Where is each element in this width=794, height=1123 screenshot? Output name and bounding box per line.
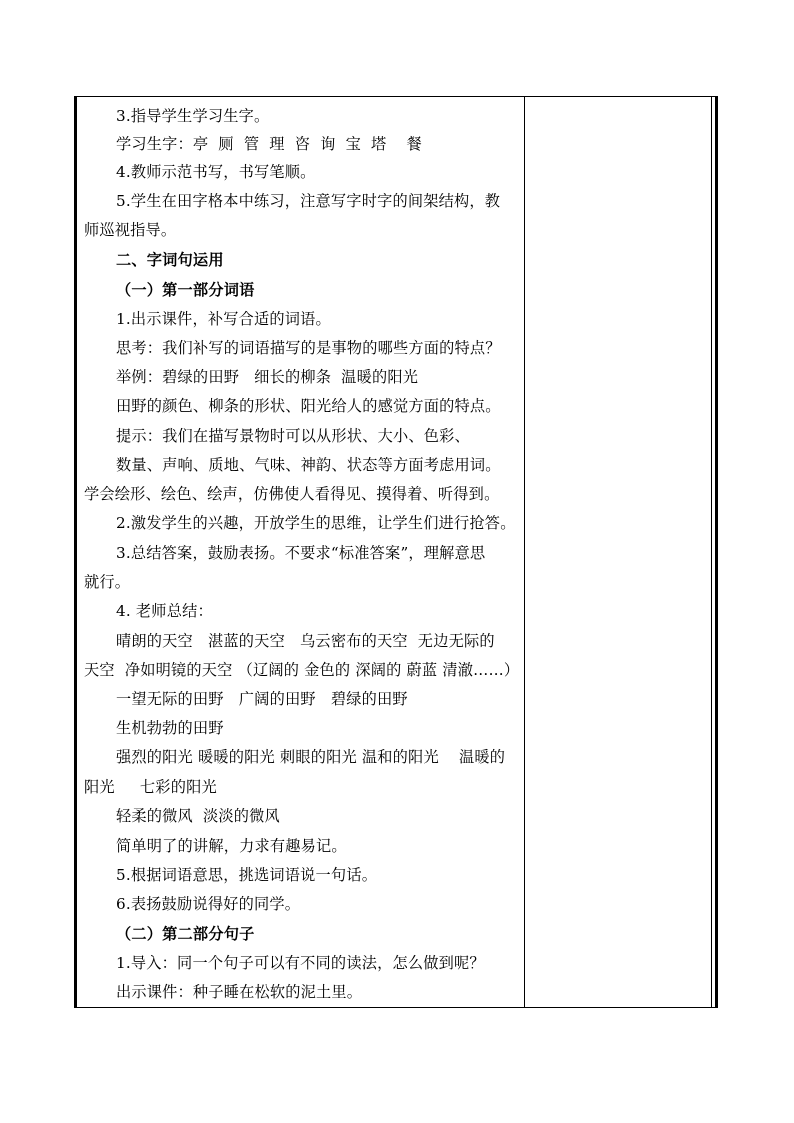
text-line: 3.指导学生学习生字。	[116, 107, 270, 125]
text-line: 思考：我们补写的词语描写的是事物的哪些方面的特点？	[116, 339, 501, 357]
text-line: 5.根据词语意思，挑选词语说一句话。	[116, 866, 378, 884]
text-line: 晴朗的天空 湛蓝的天空 乌云密布的天空 无边无际的	[116, 632, 495, 650]
text-line: 提示：我们在描写景物时可以从形状、大小、色彩、	[116, 427, 470, 445]
text-line: 数量、声响、质地、气味、神韵、状态等方面考虑用词。	[116, 456, 501, 474]
text-line: 1.导入：同一个句子可以有不同的读法，怎么做到呢？	[116, 954, 485, 972]
text-line: 轻柔的微风 淡淡的微风	[116, 807, 280, 825]
table-border-right-inner	[711, 96, 712, 1008]
text-line: 举例：碧绿的田野 细长的柳条 温暖的阳光	[116, 368, 419, 386]
text-line: 田野的颜色、柳条的形状、阳光给人的感觉方面的特点。	[116, 397, 501, 415]
text-line: 出示课件：种子睡在松软的泥土里。	[116, 983, 363, 1001]
text-line: 就行。	[84, 573, 131, 591]
text-line: 简单明了的讲解，力求有趣易记。	[116, 837, 347, 855]
text-line: 学会绘形、绘色、绘声，仿佛使人看得见、摸得着、听得到。	[84, 485, 500, 503]
text-line: 3.总结答案，鼓励表扬。不要求“标准答案”，理解意思	[116, 544, 486, 562]
text-line: 强烈的阳光 暖暖的阳光 刺眼的阳光 温和的阳光 温暖的	[116, 748, 506, 766]
table-border-right	[715, 96, 718, 1008]
text-line: 1.出示课件，补写合适的词语。	[116, 310, 331, 328]
text-line: 阳光 七彩的阳光	[84, 778, 217, 796]
table-border-bottom	[74, 1007, 718, 1008]
section-heading: （二）第二部分句子	[116, 925, 255, 943]
text-line: 2.激发学生的兴趣，开放学生的思维，让学生们进行抢答。	[116, 514, 516, 532]
text-line: 一望无际的田野 广阔的田野 碧绿的田野	[116, 690, 408, 708]
text-line: 6.表扬鼓励说得好的同学。	[116, 895, 301, 913]
text-line: 4. 老师总结：	[116, 602, 213, 620]
text-line: 生机勃勃的田野	[116, 719, 224, 737]
text-line: 学习生字：亭 厕 管 理 咨 询 宝 塔 餐	[116, 135, 422, 153]
text-line: 师巡视指导。	[84, 221, 177, 239]
section-heading: （一）第一部分词语	[116, 281, 255, 299]
table-border-left	[74, 96, 77, 1008]
text-line: 天空 净如明镜的天空 （辽阔的 金色的 深阔的 蔚蓝 清澈……）	[84, 661, 520, 679]
text-line: 5.学生在田字格本中练习，注意写字时字的间架结构，教	[116, 192, 501, 210]
table-column-divider	[524, 96, 525, 1008]
table-border-top	[74, 96, 718, 97]
text-line: 4.教师示范书写，书写笔顺。	[116, 163, 316, 181]
section-heading: 二、字词句运用	[116, 251, 224, 269]
